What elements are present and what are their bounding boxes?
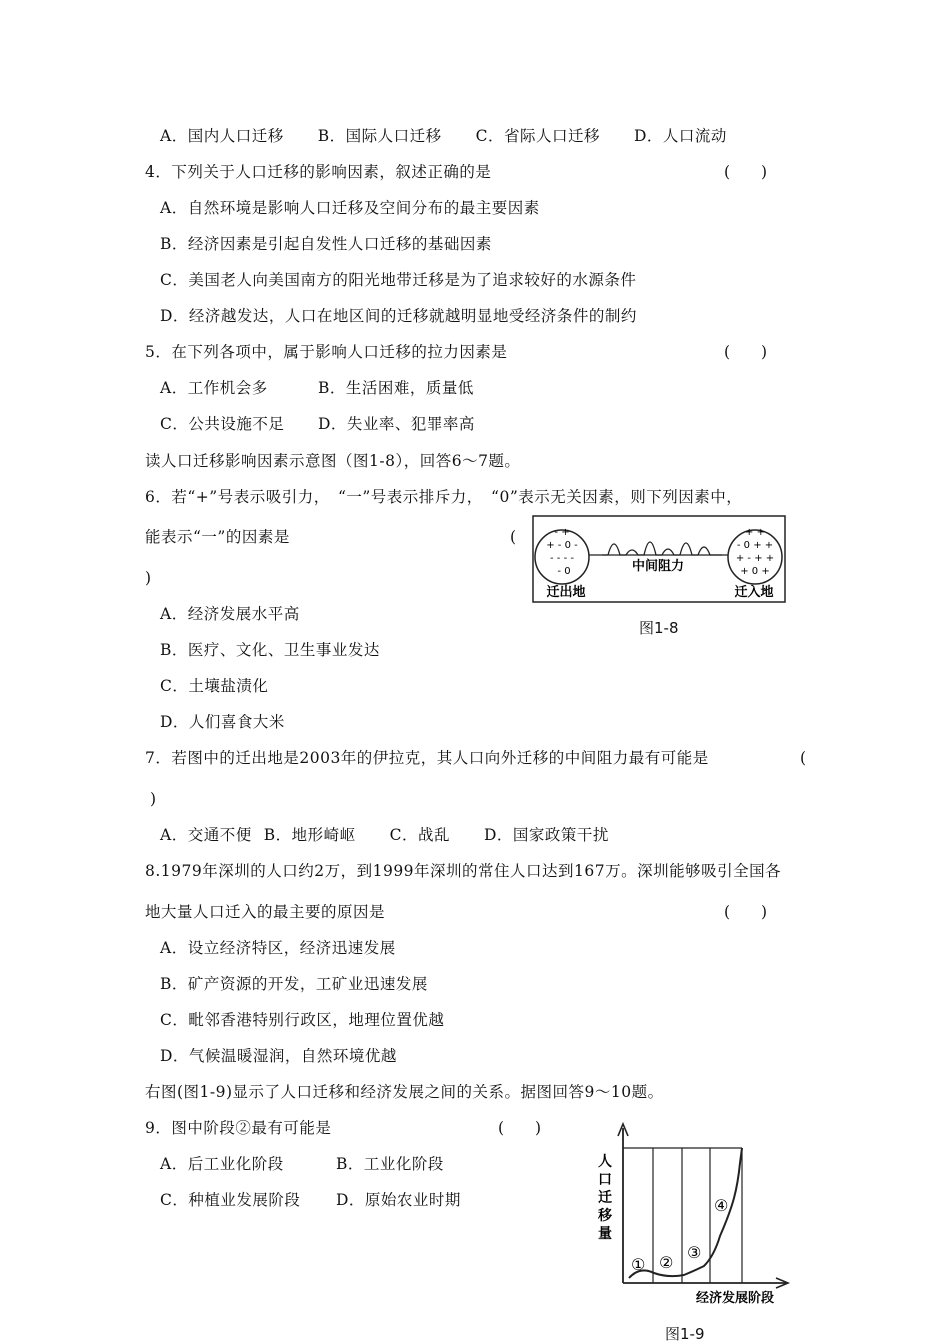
fig19-ylabel-char-2: 口 <box>598 1172 612 1188</box>
q8-option-b: B．矿产资源的开发，工矿业迅速发展 <box>160 975 428 993</box>
q8-option-d: D．气候温暖湿润，自然环境优越 <box>160 1047 397 1065</box>
fig19-stage-4: ④ <box>714 1196 729 1215</box>
q8-stem-line1: 8.1979年深圳的人口约2万，到1999年深圳的常住人口达到167万。深圳能够吸引全国各 <box>145 862 782 880</box>
q3-option-d: D．人口流动 <box>633 127 727 145</box>
q4-option-b: B．经济因素是引起自发性人口迁移的基础因素 <box>160 235 492 253</box>
fig19-ylabel-char-3: 迁 <box>598 1190 612 1206</box>
q8-option-c: C．毗邻香港特别行政区，地理位置优越 <box>160 1011 445 1029</box>
q3-option-a: A．国内人口迁移 <box>160 127 284 145</box>
q6-stem-line1: 6．若“+”号表示吸引力， “一”号表示排斥力， “0”表示无关因素，则下列因素中， <box>145 488 743 506</box>
fig18-right-symbols-row4: + 0 + <box>740 566 770 577</box>
figure-1-8 <box>532 515 786 603</box>
intro-6-7: 读人口迁移影响因素示意图（图1-8），回答6～7题。 <box>145 452 521 470</box>
q7-option-c: C．战乱 <box>389 826 450 844</box>
fig19-stage-1: ① <box>631 1255 646 1274</box>
fig18-right-symbols-row1: + + <box>745 527 765 538</box>
q9-option-a: A．后工业化阶段 <box>160 1155 284 1173</box>
q8-answer-paren: ( ) <box>724 903 768 921</box>
fig18-left-symbols-row4: - 0 <box>557 566 571 577</box>
q9-options-cd <box>160 1190 461 1210</box>
fig18-right-symbols-row3: + - + + <box>735 553 775 564</box>
q3-option-c: C．省际人口迁移 <box>475 127 600 145</box>
figure-1-9 <box>596 1118 796 1304</box>
fig18-left-label: 迁出地 <box>546 585 586 600</box>
q5-answer-paren: ( ) <box>724 343 768 361</box>
q8-option-a: A．设立经济特区，经济迅速发展 <box>160 939 396 957</box>
fig19-ylabel-char-4: 移 <box>598 1208 612 1224</box>
intro-9-10: 右图(图1-9)显示了人口迁移和经济发展之间的关系。据图回答9～10题。 <box>145 1083 664 1101</box>
fig18-middle-label: 中间阻力 <box>631 559 685 574</box>
q6-option-b: B．医疗、文化、卫生事业发达 <box>160 641 380 659</box>
q5-option-d: D．失业率、犯罪率高 <box>318 415 475 433</box>
fig19-caption: 图1-9 <box>665 1325 705 1343</box>
q4-option-c: C．美国老人向美国南方的阳光地带迁移是为了追求较好的水源条件 <box>160 271 637 289</box>
fig18-left-symbols-row1: - + <box>554 527 570 538</box>
q6-option-d: D．人们喜食大米 <box>160 713 285 731</box>
q3-options <box>160 126 727 146</box>
q9-stem: 9．图中阶段②最有可能是 <box>145 1119 332 1137</box>
q6-paren-close: ) <box>145 569 152 587</box>
fig18-left-symbols-row3: - - - - <box>550 553 574 564</box>
q5-option-b: B．生活困难，质量低 <box>318 379 474 397</box>
fig19-ylabel-char-1: 人 <box>598 1154 612 1170</box>
fig19-xlabel: 经济发展阶段 <box>696 1291 775 1304</box>
fig18-caption: 图1-8 <box>639 619 679 637</box>
q9-option-c: C．种植业发展阶段 <box>160 1191 301 1209</box>
q7-stem: 7．若图中的迁出地是2003年的伊拉克，其人口向外迁移的中间阻力最有可能是 <box>145 749 709 767</box>
q4-answer-paren: ( ) <box>724 163 768 181</box>
q5-option-a: A．工作机会多 <box>160 379 268 397</box>
q7-paren-open: ( <box>800 749 807 767</box>
q3-option-b: B．国际人口迁移 <box>317 127 442 145</box>
q6-option-a: A．经济发展水平高 <box>160 605 300 623</box>
q6-paren-open: ( <box>510 528 517 546</box>
q5-options-ab <box>160 378 474 398</box>
q6-option-c: C．土壤盐渍化 <box>160 677 269 695</box>
q7-options <box>160 825 609 845</box>
fig18-right-symbols-row2: - 0 + + <box>736 540 774 551</box>
q6-stem-line2: 能表示“一”的因素是 <box>145 528 290 546</box>
q5-stem: 5．在下列各项中，属于影响人口迁移的拉力因素是 <box>145 343 508 361</box>
fig19-stage-2: ② <box>659 1253 674 1272</box>
q4-option-a: A．自然环境是影响人口迁移及空间分布的最主要因素 <box>160 199 540 217</box>
q4-option-d: D．经济越发达，人口在地区间的迁移就越明显地受经济条件的制约 <box>160 307 637 325</box>
q7-option-d: D．国家政策干扰 <box>483 826 609 844</box>
q9-answer-paren: ( ) <box>498 1119 542 1137</box>
q7-option-b: B．地形崎岖 <box>263 826 356 844</box>
fig19-ylabel-char-5: 量 <box>598 1226 612 1242</box>
q9-option-b: B．工业化阶段 <box>336 1155 444 1173</box>
q4-stem: 4．下列关于人口迁移的影响因素，叙述正确的是 <box>145 163 492 181</box>
fig18-right-label: 迁入地 <box>734 585 774 600</box>
q7-option-a: A．交通不便 <box>160 826 252 844</box>
fig19-stage-3: ③ <box>687 1243 702 1262</box>
fig18-left-symbols-row2: + - 0 - <box>546 540 578 551</box>
q9-options-ab <box>160 1154 444 1174</box>
q5-option-c: C．公共设施不足 <box>160 415 285 433</box>
q7-paren-close: ) <box>150 790 157 808</box>
q5-options-cd <box>160 414 475 434</box>
q9-option-d: D．原始农业时期 <box>336 1191 461 1209</box>
q8-stem-line2: 地大量人口迁入的最主要的原因是 <box>145 903 386 921</box>
